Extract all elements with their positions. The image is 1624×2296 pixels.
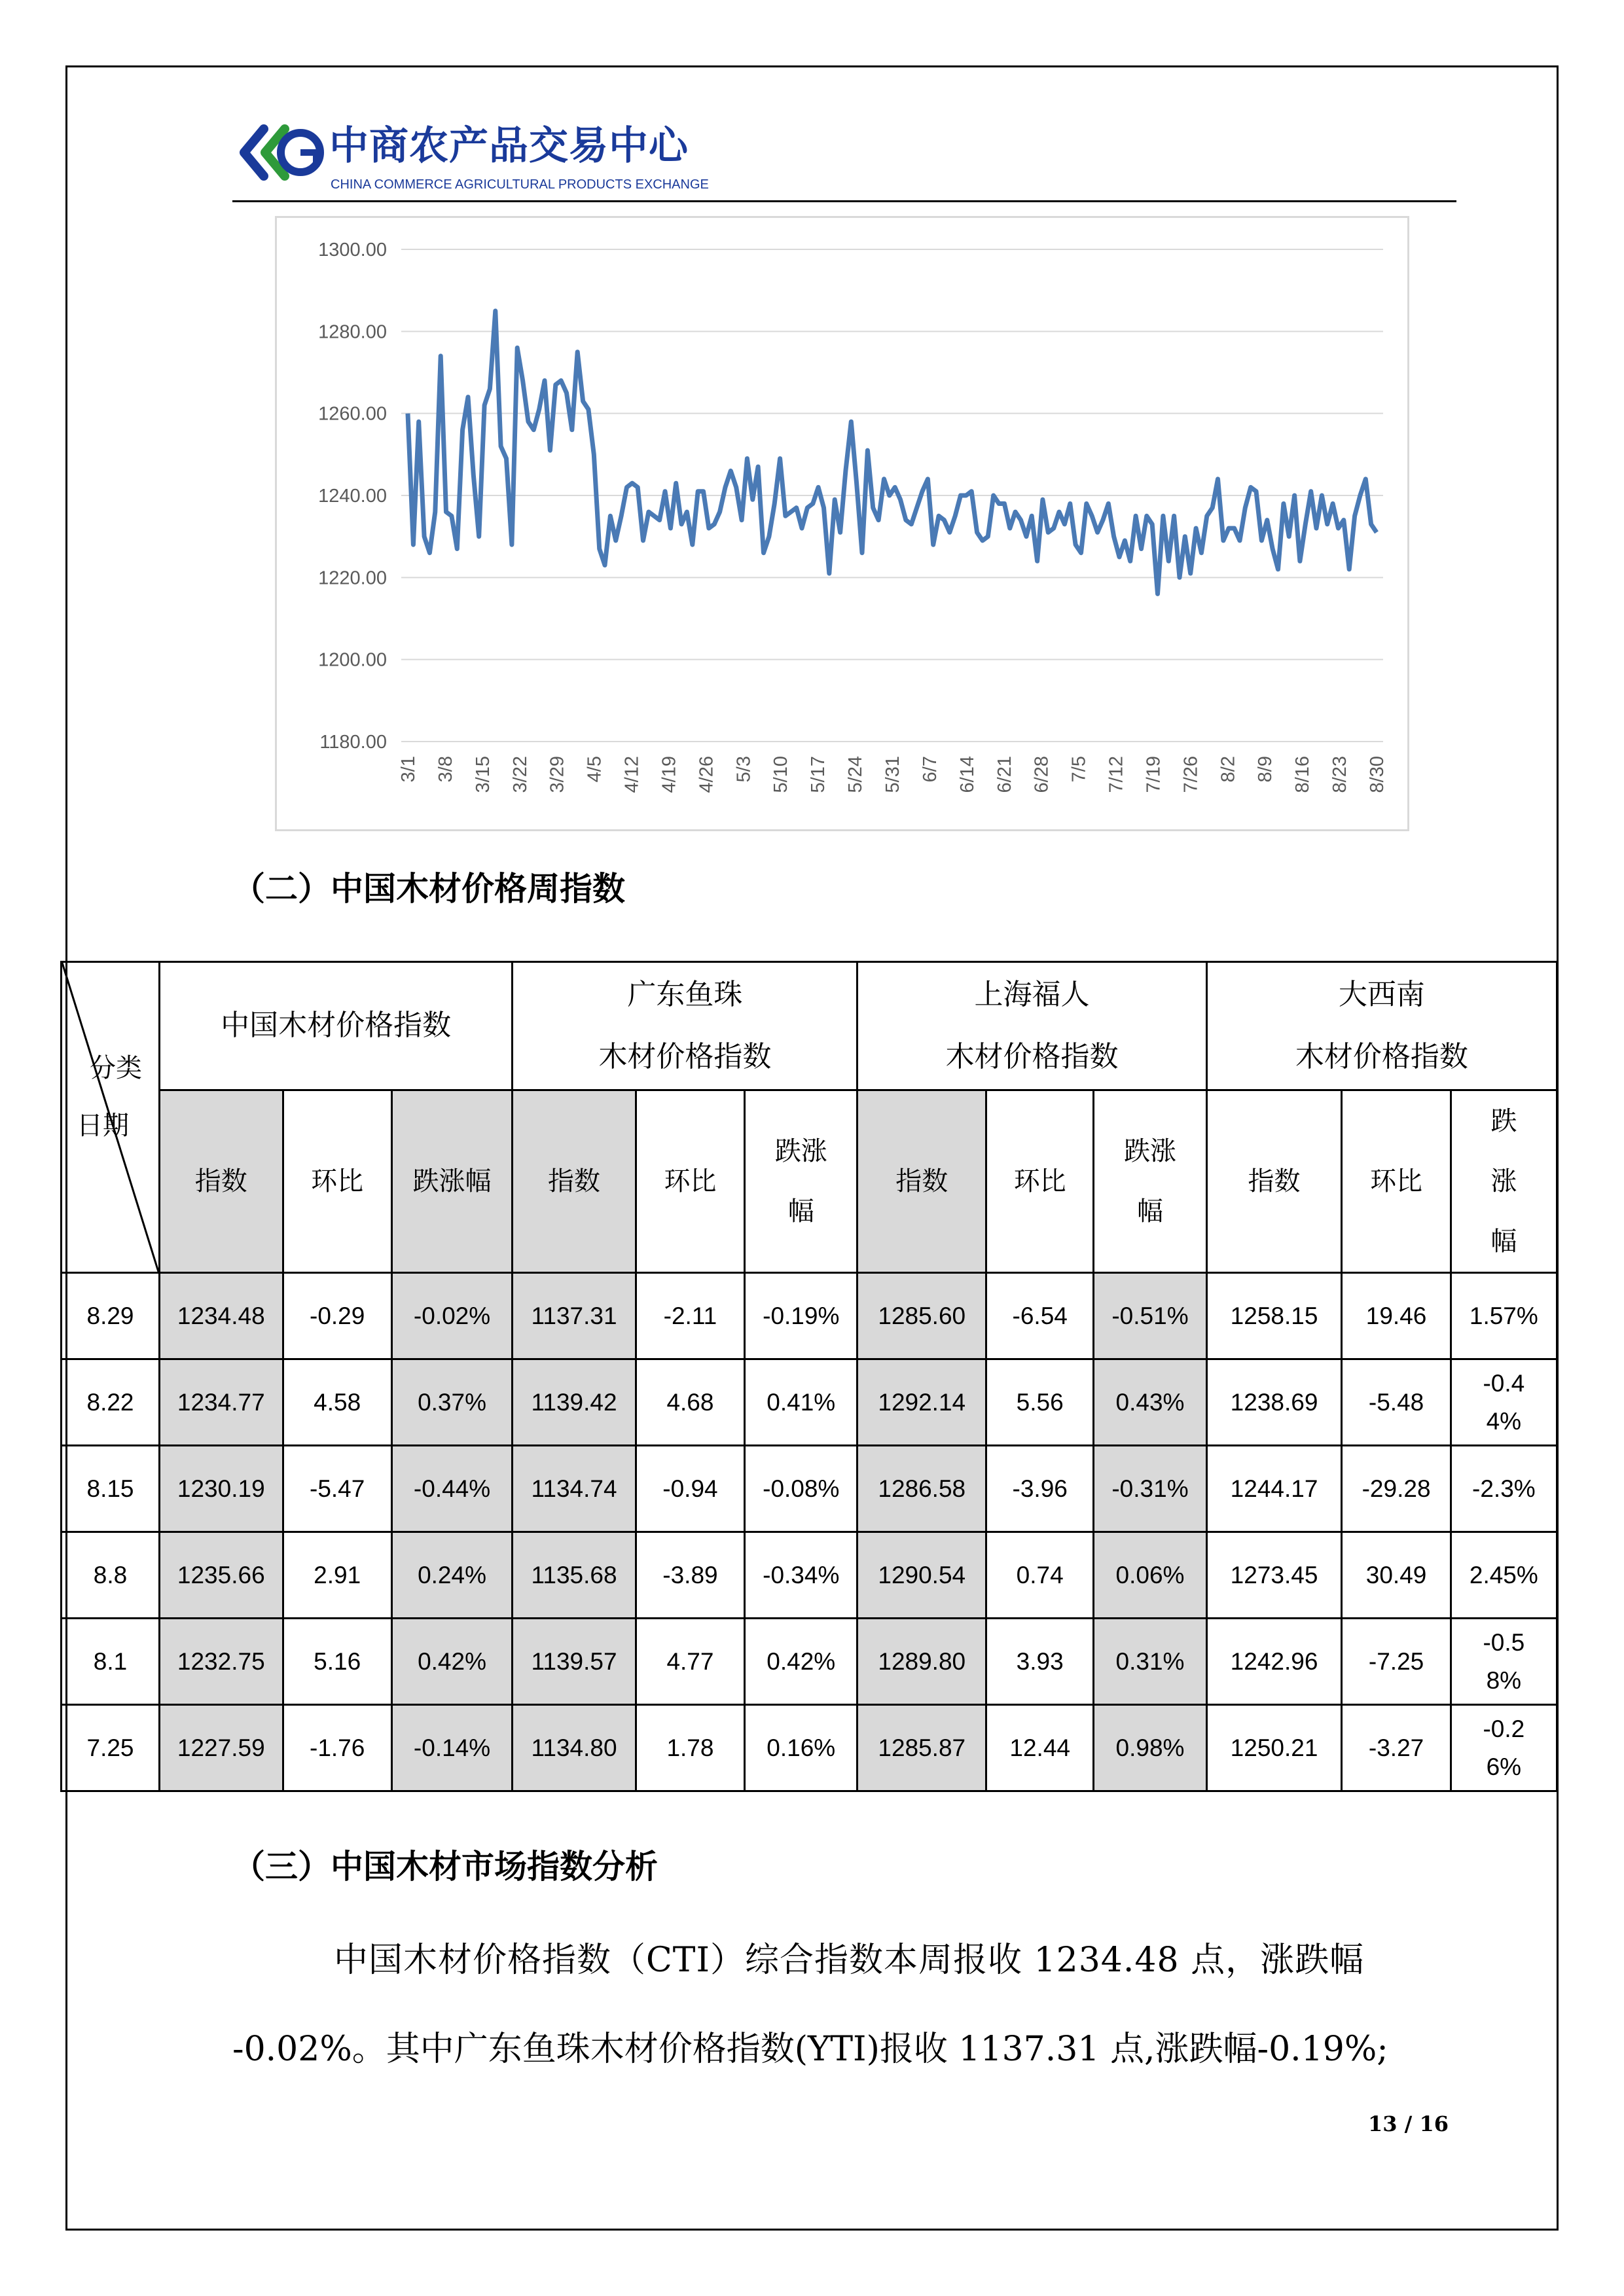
value-cell: -0.58% <box>1451 1619 1557 1705</box>
date-cell: 7.25 <box>62 1705 160 1791</box>
subheader-cell: 指数 <box>857 1090 986 1273</box>
value-cell: -2.3% <box>1451 1446 1557 1532</box>
header <box>232 115 1456 201</box>
value-cell: 1134.80 <box>513 1705 636 1791</box>
x-tick-label: 4/12 <box>621 756 643 793</box>
x-tick-label: 6/14 <box>956 756 978 793</box>
value-cell: -0.26% <box>1451 1705 1557 1791</box>
value-cell: 5.56 <box>986 1359 1094 1446</box>
brand-subtitle: CHINA COMMERCE AGRICULTURAL PRODUCTS EXCHANGE <box>331 177 709 192</box>
subheader-cell: 指数 <box>513 1090 636 1273</box>
value-cell: 0.37% <box>391 1359 512 1446</box>
x-tick-label: 3/1 <box>398 756 419 783</box>
table-row <box>62 1532 1557 1619</box>
value-cell: 0.41% <box>745 1359 857 1446</box>
value-cell: -0.19% <box>745 1273 857 1359</box>
value-cell: -0.08% <box>745 1446 857 1532</box>
x-tick-label: 5/24 <box>845 756 867 793</box>
group-header-line1: 大西南 <box>1338 977 1425 1011</box>
value-cell: 0.74 <box>986 1532 1094 1619</box>
subheader-cell: 跌涨幅 <box>745 1090 857 1273</box>
value-cell: 1285.87 <box>857 1705 986 1791</box>
y-tick-label: 1260.00 <box>318 403 387 425</box>
x-tick-label: 4/19 <box>659 756 680 793</box>
x-tick-label: 7/26 <box>1180 756 1202 793</box>
value-cell: -5.48 <box>1342 1359 1451 1446</box>
group-header-cell <box>857 962 1206 1090</box>
x-tick-label: 8/9 <box>1255 756 1276 783</box>
value-cell: -7.25 <box>1342 1619 1451 1705</box>
date-cell: 8.22 <box>62 1359 160 1446</box>
x-tick-label: 8/23 <box>1329 756 1351 793</box>
value-cell: 3.93 <box>986 1619 1094 1705</box>
value-cell: 1230.19 <box>160 1446 283 1532</box>
x-tick-label: 6/7 <box>919 756 941 783</box>
x-tick-label: 5/17 <box>808 756 829 793</box>
value-cell: -0.14% <box>391 1705 512 1791</box>
value-cell: -0.44% <box>1451 1359 1557 1446</box>
series-line <box>408 311 1377 594</box>
value-cell: 0.24% <box>391 1532 512 1619</box>
table-row <box>62 1359 1557 1446</box>
group-header-cell <box>1206 962 1557 1090</box>
x-tick-label: 5/3 <box>733 756 755 783</box>
x-tick-label: 8/2 <box>1218 756 1239 783</box>
header-divider <box>232 200 1456 202</box>
analysis-text-line1: 中国木材价格指数（CTI）综合指数本周报收 1234.48 点，涨跌幅 <box>334 1941 1365 1980</box>
x-tick-label: 5/10 <box>770 756 792 793</box>
x-tick-label: 7/19 <box>1143 756 1164 793</box>
section3-heading: （三）中国木材市场指数分析 <box>232 1848 658 1886</box>
table-subheader-row <box>62 1090 1557 1273</box>
table-row <box>62 1619 1557 1705</box>
line-chart-svg <box>277 218 1407 829</box>
value-cell: -0.02% <box>391 1273 512 1359</box>
value-cell: -0.51% <box>1094 1273 1206 1359</box>
value-cell: 1235.66 <box>160 1532 283 1619</box>
value-cell: 1139.57 <box>513 1619 636 1705</box>
value-cell: 0.16% <box>745 1705 857 1791</box>
table-row <box>62 1273 1557 1359</box>
subheader-cell: 指数 <box>160 1090 283 1273</box>
value-cell: 4.77 <box>636 1619 744 1705</box>
value-cell: 1135.68 <box>513 1532 636 1619</box>
value-cell: -0.44% <box>391 1446 512 1532</box>
corner-header-cell <box>62 962 160 1273</box>
corner-category-label: 分类 <box>90 1053 142 1083</box>
value-cell: 0.42% <box>391 1619 512 1705</box>
value-cell: 1.57% <box>1451 1273 1557 1359</box>
subheader-cell: 跌涨幅 <box>1451 1090 1557 1273</box>
x-tick-label: 6/28 <box>1031 756 1053 793</box>
subheader-cell: 跌涨幅 <box>391 1090 512 1273</box>
value-cell: 1242.96 <box>1206 1619 1342 1705</box>
value-cell: 1258.15 <box>1206 1273 1342 1359</box>
value-cell: -6.54 <box>986 1273 1094 1359</box>
value-cell: 1273.45 <box>1206 1532 1342 1619</box>
value-cell: 12.44 <box>986 1705 1094 1791</box>
x-tick-label: 8/30 <box>1367 756 1388 793</box>
value-cell: 4.68 <box>636 1359 744 1446</box>
y-tick-label: 1180.00 <box>319 732 387 753</box>
value-cell: 1137.31 <box>513 1273 636 1359</box>
value-cell: 1238.69 <box>1206 1359 1342 1446</box>
value-cell: 2.91 <box>283 1532 391 1619</box>
value-cell: 1227.59 <box>160 1705 283 1791</box>
x-tick-label: 3/15 <box>472 756 494 793</box>
value-cell: -0.94 <box>636 1446 744 1532</box>
value-cell: -3.27 <box>1342 1705 1451 1791</box>
x-tick-label: 5/31 <box>882 756 903 793</box>
x-tick-label: 3/8 <box>435 756 456 783</box>
subheader-cell: 指数 <box>1206 1090 1342 1273</box>
value-cell: 1285.60 <box>857 1273 986 1359</box>
y-tick-label: 1200.00 <box>318 649 387 671</box>
x-tick-label: 6/21 <box>994 756 1015 793</box>
value-cell: 1244.17 <box>1206 1446 1342 1532</box>
group-header-line2: 木材价格指数 <box>1295 1039 1468 1073</box>
date-cell: 8.8 <box>62 1532 160 1619</box>
value-cell: -0.31% <box>1094 1446 1206 1532</box>
value-cell: 4.58 <box>283 1359 391 1446</box>
analysis-text-line2: -0.02%。其中广东鱼珠木材价格指数(YTI)报收 1137.31 点,涨跌幅-0.19%; <box>232 2030 1388 2069</box>
table-header-row <box>62 962 1557 1090</box>
value-cell: 1134.74 <box>513 1446 636 1532</box>
value-cell: -0.29 <box>283 1273 391 1359</box>
x-tick-label: 3/29 <box>547 756 568 793</box>
x-tick-label: 3/22 <box>509 756 531 793</box>
value-cell: -3.96 <box>986 1446 1094 1532</box>
group-header-cell <box>160 962 513 1090</box>
group-header-line2: 木材价格指数 <box>945 1039 1119 1073</box>
value-cell: 0.43% <box>1094 1359 1206 1446</box>
date-cell: 8.1 <box>62 1619 160 1705</box>
corner-date-label: 日期 <box>77 1111 129 1141</box>
group-header-line2: 木材价格指数 <box>598 1039 772 1073</box>
y-tick-label: 1280.00 <box>318 321 387 343</box>
value-cell: 1289.80 <box>857 1619 986 1705</box>
group-header-cell <box>513 962 857 1090</box>
value-cell: 1250.21 <box>1206 1705 1342 1791</box>
value-cell: -5.47 <box>283 1446 391 1532</box>
date-cell: 8.15 <box>62 1446 160 1532</box>
x-tick-label: 4/26 <box>696 756 717 793</box>
value-cell: 1292.14 <box>857 1359 986 1446</box>
value-cell: 0.98% <box>1094 1705 1206 1791</box>
value-cell: 1290.54 <box>857 1532 986 1619</box>
subheader-cell: 跌涨幅 <box>1094 1090 1206 1273</box>
y-tick-label: 1220.00 <box>318 567 387 589</box>
x-tick-label: 8/16 <box>1292 756 1314 793</box>
x-tick-label: 4/5 <box>584 756 605 783</box>
value-cell: 2.45% <box>1451 1532 1557 1619</box>
value-cell: -1.76 <box>283 1705 391 1791</box>
value-cell: 1232.75 <box>160 1619 283 1705</box>
table-body <box>62 962 1557 1791</box>
value-cell: 0.31% <box>1094 1619 1206 1705</box>
value-cell: 30.49 <box>1342 1532 1451 1619</box>
value-cell: -29.28 <box>1342 1446 1451 1532</box>
value-cell: 19.46 <box>1342 1273 1451 1359</box>
brand-title: 中商农产品交易中心 <box>329 123 689 169</box>
group-header-line1: 上海福人 <box>974 977 1090 1011</box>
value-cell: -0.34% <box>745 1532 857 1619</box>
value-cell: 1.78 <box>636 1705 744 1791</box>
group-header-line1: 中国木材价格指数 <box>221 1009 452 1043</box>
table-row <box>62 1446 1557 1532</box>
y-tick-label: 1240.00 <box>318 486 387 507</box>
value-cell: 1139.42 <box>513 1359 636 1446</box>
subheader-cell: 环比 <box>1342 1090 1451 1273</box>
value-cell: 1234.77 <box>160 1359 283 1446</box>
x-tick-label: 7/12 <box>1106 756 1127 793</box>
x-tick-label: 7/5 <box>1068 756 1090 783</box>
page-number: 13 / 16 <box>1368 2111 1449 2136</box>
y-tick-label: 1300.00 <box>318 240 387 260</box>
price-index-chart <box>275 216 1409 831</box>
section2-heading: （二）中国木材价格周指数 <box>232 870 625 908</box>
value-cell: 0.42% <box>745 1619 857 1705</box>
table-row <box>62 1705 1557 1791</box>
value-cell: 1234.48 <box>160 1273 283 1359</box>
value-cell: 0.06% <box>1094 1532 1206 1619</box>
date-cell: 8.29 <box>62 1273 160 1359</box>
subheader-cell: 环比 <box>986 1090 1094 1273</box>
logo-icon <box>232 120 324 185</box>
value-cell: -3.89 <box>636 1532 744 1619</box>
value-cell: 1286.58 <box>857 1446 986 1532</box>
value-cell: 5.16 <box>283 1619 391 1705</box>
subheader-cell: 环比 <box>283 1090 391 1273</box>
subheader-cell: 环比 <box>636 1090 744 1273</box>
value-cell: -2.11 <box>636 1273 744 1359</box>
group-header-line1: 广东鱼珠 <box>627 977 743 1011</box>
weekly-index-table <box>60 961 1558 1792</box>
